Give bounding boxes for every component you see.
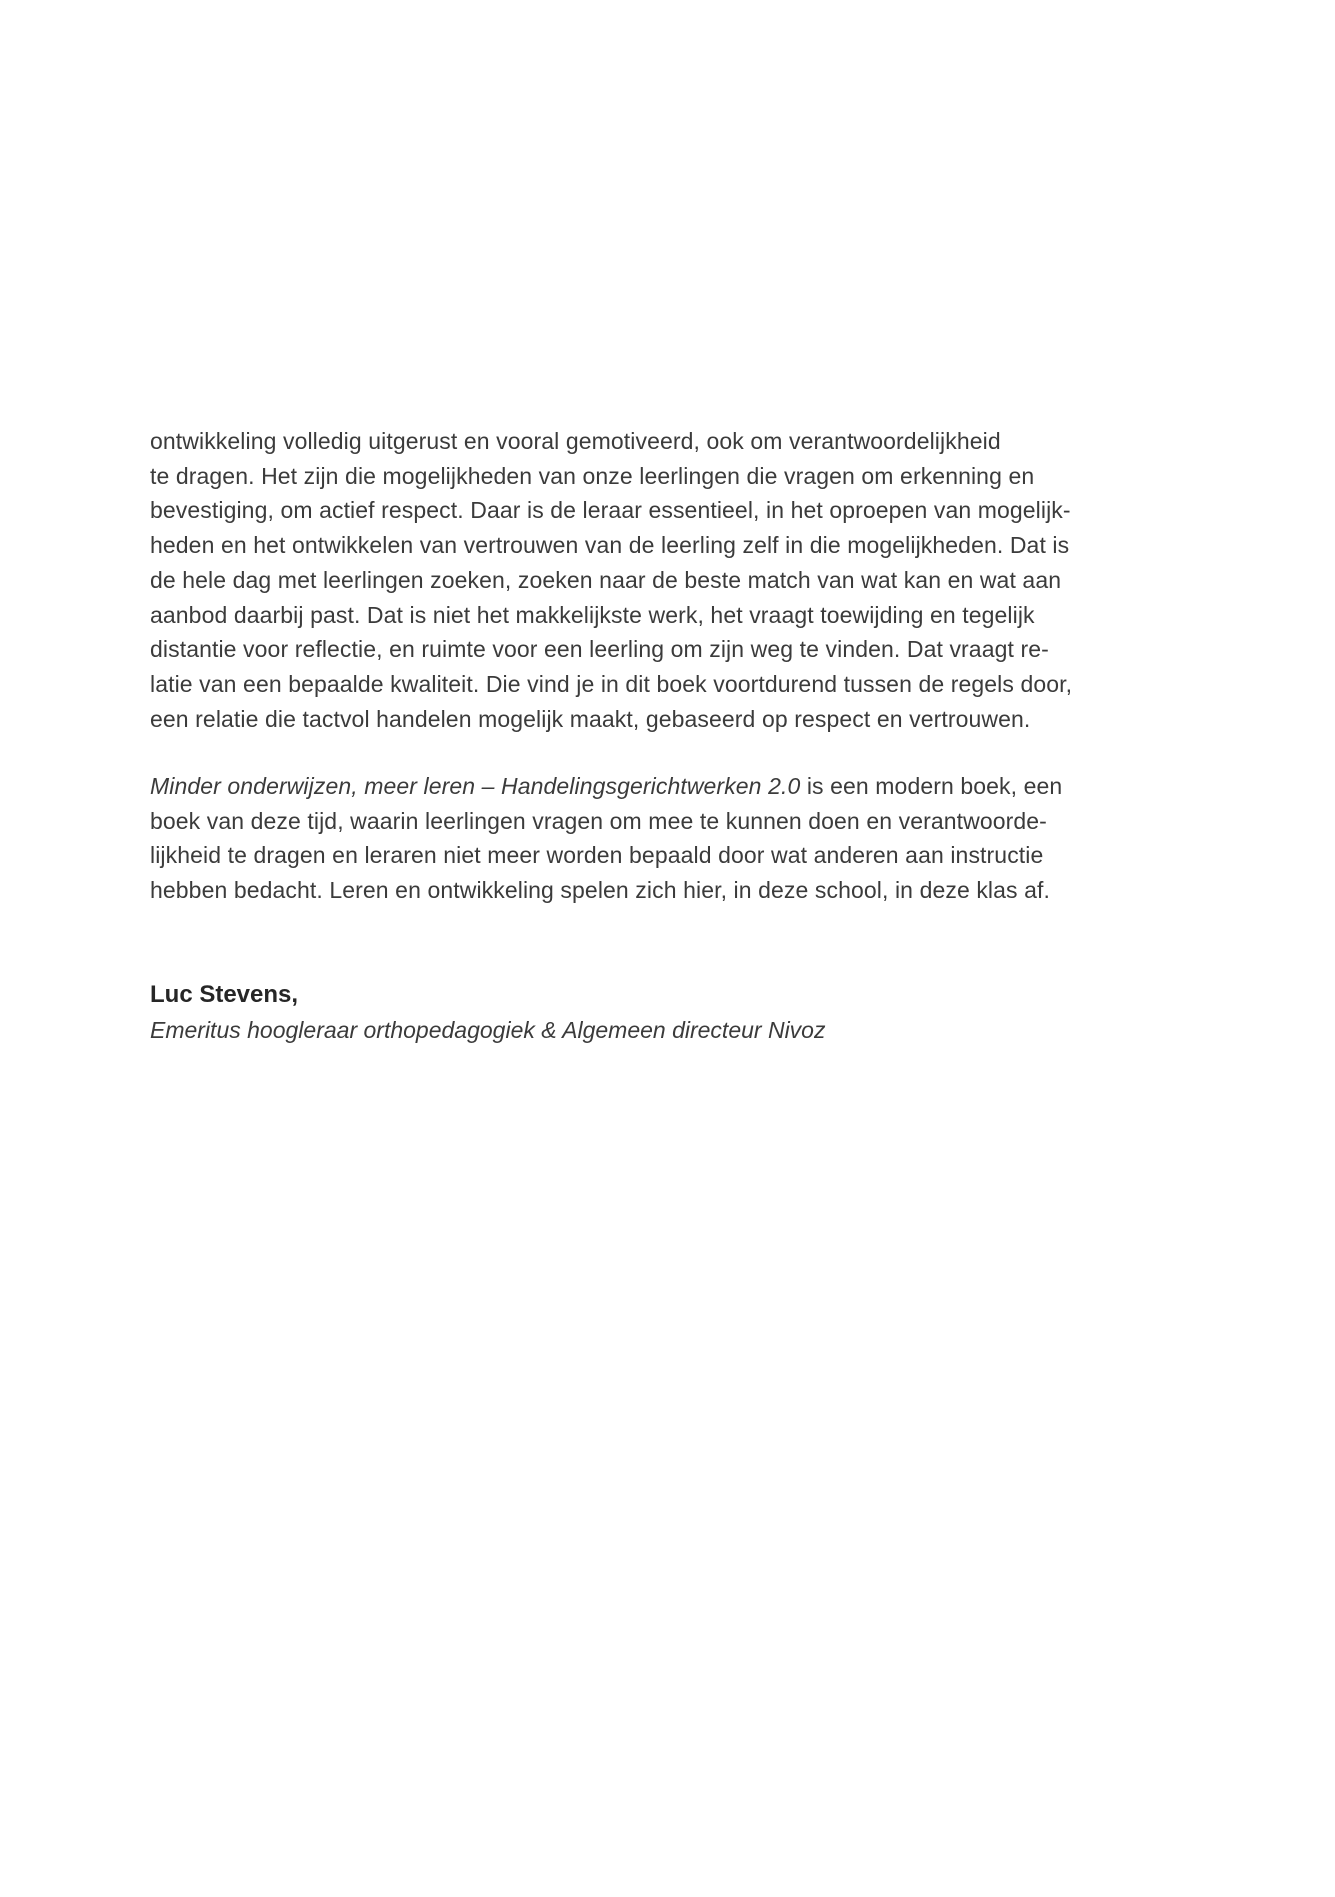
author-name: Luc Stevens, [150,981,299,1008]
book-title-italic: Minder onderwijzen, meer leren – Handelingsgerichtwerken 2.0 [150,773,801,799]
text-line: heden en het ontwikkelen van vertrouwen van de leerling zelf in die mogelijkheden. Dat is [150,532,1070,559]
text-line: te dragen. Het zijn die mogelijkheden van onze leerlingen die vragen om erkenning en [150,462,1035,489]
foreword-paragraph-1 [150,424,1072,736]
author-title: Emeritus hoogleraar orthopedagogiek & Algemeen directeur Nivoz [150,1016,826,1043]
text-line [150,769,1062,804]
text-line: distantie voor reflectie, en ruimte voor een leerling om zijn weg te vinden. Dat vraagt re- [150,636,1049,663]
text-line: ontwikkeling volledig uitgerust en vooral gemotiveerd, ook om verantwoordelijkheid [150,428,1001,454]
text-line-rest: is een modern boek, een [800,773,1063,799]
text-line: bevestiging, om actief respect. Daar is de leraar essentieel, in het oproepen van mogelijk- [150,497,1071,524]
text-line: hebben bedacht. Leren en ontwikkeling spelen zich hier, in deze school, in deze klas af. [150,877,1050,904]
text-line: een relatie die tactvol handelen mogelijk maakt, gebaseerd op respect en vertrouwen. [150,705,1031,732]
foreword-paragraph-2 [150,769,1062,908]
signature-block [150,978,825,1047]
text-line: lijkheid te dragen en leraren niet meer worden bepaald door wat anderen aan instructie [150,842,1044,869]
text-line: latie van een bepaalde kwaliteit. Die vind je in dit boek voortdurend tussen de regels door, [150,670,1073,697]
text-line: de hele dag met leerlingen zoeken, zoeken naar de beste match van wat kan en wat aan [150,566,1062,593]
text-line: aanbod daarbij past. Dat is niet het makkelijkste werk, het vraagt toewijding en tegelijk [150,601,1035,628]
text-line: boek van deze tijd, waarin leerlingen vragen om mee te kunnen doen en verantwoorde- [150,807,1047,834]
